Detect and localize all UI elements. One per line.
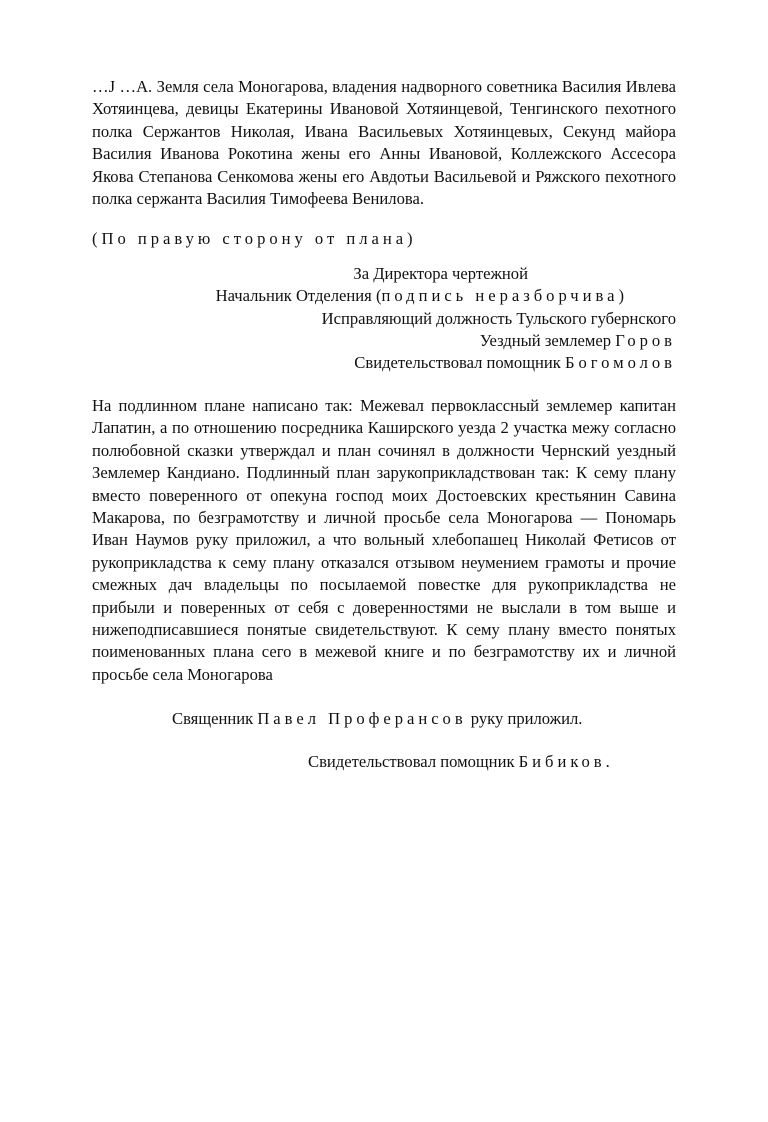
document-page	[92, 76, 676, 773]
priest-signature-suffix: руку приложил.	[466, 709, 583, 729]
signature-line-department-head-prefix: Начальник Отделения (	[215, 286, 382, 306]
signature-line-surveyor	[92, 330, 676, 352]
signature-line-acting-official: Исправляющий должность Тульского губернского	[321, 308, 676, 328]
assistant-title: Свидетельствовал помощник	[354, 353, 565, 373]
signature-line-department-head	[92, 285, 676, 307]
priest-name: Павел Проферансов	[257, 709, 467, 729]
priest-title: Священник	[172, 709, 258, 729]
surveyor-name: Горов	[615, 331, 676, 351]
assistant-name: Богомолов	[564, 353, 676, 373]
land-description-paragraph: …J …А. Земля села Моногарова, владения надворного советника Василия Ивлева Хотяинцева, девицы Екатерины Ивановой Хотяинцевой, Тенгинского пехотного полка Сержантов Николая, Ивана Васильевых Хотяинцевых, Секунд майора Василия Иванова Рокотина жены его Анны Ивановой, Коллежского Ассесора Якова Степанова Сенкомова жены его Авдотьи Васильевой и Ряжского пехотного полка сержанта Василия Тимофеева Венилова.	[92, 77, 676, 209]
final-witness-suffix: .	[605, 751, 610, 771]
signature-block	[92, 263, 676, 375]
final-witness-name: Бибиков	[518, 751, 606, 771]
final-witness-title: Свидетельствовал помощник	[308, 751, 519, 771]
plan-side-note: (По правую сторону от плана)	[92, 229, 417, 249]
signature-line-department-head-suffix: )	[618, 286, 624, 306]
original-plan-paragraph: На подлинном плане написано так: Межевал первоклассный землемер капитан Лапатин, а по отношению посредника Каширского уезда 2 участка межу согласно полюбовной сказки утверждал и план сочинял в должности Чернский уездный Землемер Кандиано. Подлинный план зарукоприкладствован так: К сему плану вместо поверенного от опекуна господ моих Достоевских крестьянин Савина Макарова, по безграмотству и личной просьбе села Моногарова — Пономарь Иван Наумов руку приложил, а что вольный хлебопашец Николай Фетисов от рукоприкладства к сему плану отказался отзывом неумением грамоты и прочие смежных дач владельцы по посылаемой повестке для рукоприкладства не прибыли и поверенных от себя с доверенностями не выслали в том выше и нижеподписавшиеся понятые свидетельствуют. К сему плану вместо понятых поименованных плана сего в межевой книге и по безграмотству их и личной просьбе села Моногарова	[92, 395, 676, 684]
signature-line-director: За Директора чертежной	[353, 263, 528, 283]
surveyor-title: Уездный землемер	[479, 331, 616, 351]
final-witness-line	[92, 751, 676, 773]
priest-signature-line	[92, 708, 676, 730]
illegible-signature-note: подпись неразборчива	[381, 286, 619, 306]
signature-line-assistant-witness	[92, 352, 676, 374]
